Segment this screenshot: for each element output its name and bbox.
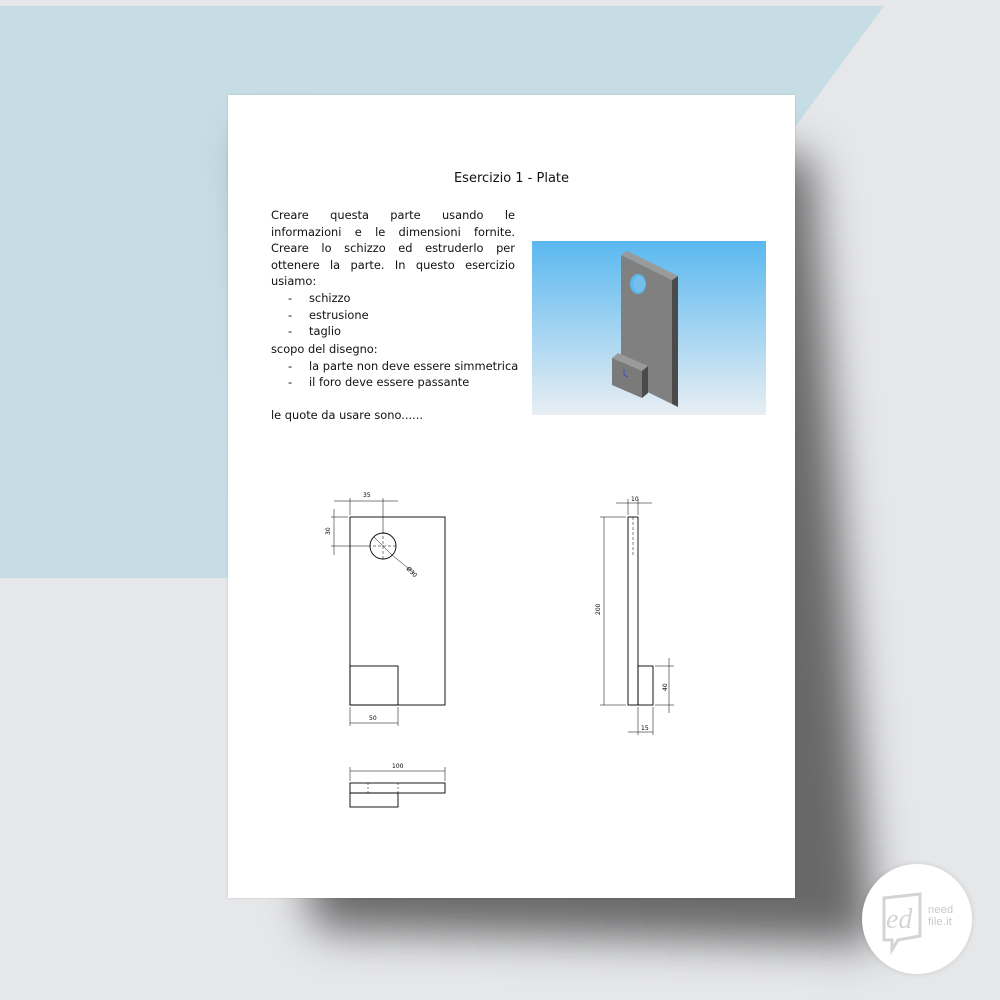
side-view xyxy=(628,517,653,705)
list-item: - la parte non deve essere simmetrica xyxy=(271,358,531,375)
watermark-logo-text: ed xyxy=(886,904,913,935)
front-view xyxy=(350,517,445,705)
dim-foot-width: 50 xyxy=(369,715,377,722)
watermark-line2: file.it xyxy=(928,916,953,928)
intro-paragraph: Creare questa parte usando le informazioni e le dimensioni fornite. Creare lo schizzo ed estruderlo per ottenere la parte. In questo esercizio usiamo: xyxy=(271,208,515,289)
dim-width: 100 xyxy=(392,763,404,770)
front-view-dimensions xyxy=(331,498,398,726)
dim-hole-x: 35 xyxy=(363,492,371,499)
watermark-line1: need xyxy=(928,904,954,916)
dim-hole-diameter: Ø30 xyxy=(404,565,419,580)
page-title: Esercizio 1 - Plate xyxy=(453,171,570,186)
technical-drawings xyxy=(228,95,795,898)
dim-foot-height: 40 xyxy=(662,683,669,691)
dim-thickness: 10 xyxy=(631,496,639,503)
list-item: - estrusione xyxy=(271,307,515,324)
scope-heading: scopo del disegno: xyxy=(271,342,378,356)
list-item: - taglio xyxy=(271,323,515,340)
dim-height: 200 xyxy=(595,603,602,615)
watermark-text xyxy=(928,904,953,928)
top-view xyxy=(350,783,445,807)
watermark-logo-icon xyxy=(862,864,972,974)
document-page xyxy=(228,95,795,898)
dim-foot-depth: 15 xyxy=(641,725,649,732)
closing-text: le quote da usare sono...... xyxy=(271,408,423,422)
side-view-dimensions xyxy=(600,499,674,735)
watermark-badge xyxy=(862,864,972,974)
dim-hole-y: 30 xyxy=(325,527,332,535)
list-item: - il foro deve essere passante xyxy=(271,374,531,391)
list-item: - schizzo xyxy=(271,290,515,307)
